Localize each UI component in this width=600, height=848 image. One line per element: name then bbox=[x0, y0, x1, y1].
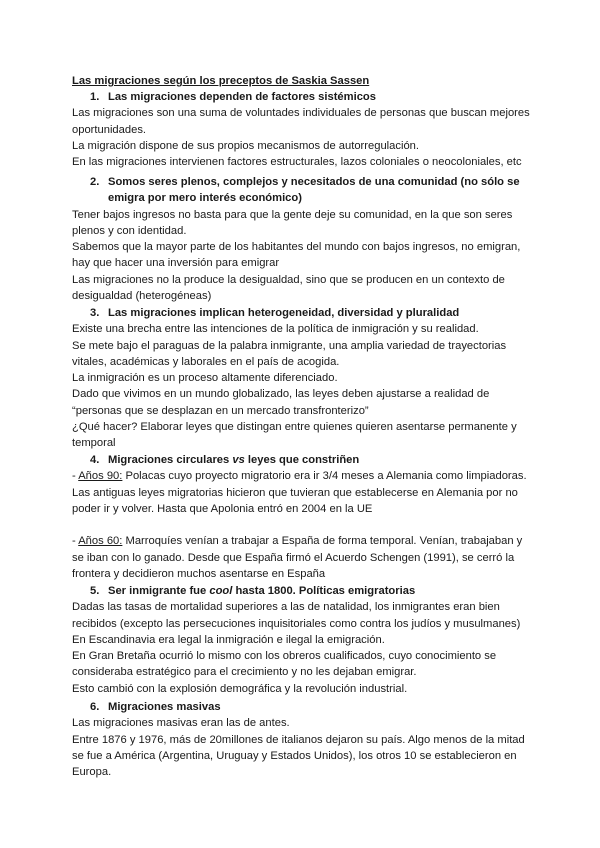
section-heading bbox=[90, 89, 532, 105]
item-dash: - bbox=[72, 470, 79, 483]
section-3 bbox=[72, 305, 532, 452]
paragraph: La inmigración es un proceso altamente diferenciado. bbox=[72, 372, 338, 385]
paragraph: Entre 1876 y 1976, más de 20millones de italianos dejaron su país. Algo menos de la mitad se fue a América (Argentina, Uruguay y Estados Unidos), los otros 10 se establecieron en Europa. bbox=[72, 733, 525, 779]
section-heading-post: hasta 1800. Políticas emigratorias bbox=[232, 585, 416, 597]
section-heading bbox=[90, 174, 532, 207]
section-heading-post: leyes que constriñen bbox=[244, 454, 360, 466]
paragraph: Esto cambió con la explosión demográfica y la revolución industrial. bbox=[72, 682, 408, 695]
paragraph: En Gran Bretaña ocurrió lo mismo con los obreros cualificados, cuyo conocimiento se consideraba estratégico para el crecimiento y no les dejaban emigrar. bbox=[72, 650, 497, 679]
item-year: Años 90: bbox=[78, 470, 123, 483]
section-5 bbox=[72, 583, 532, 697]
list-item bbox=[72, 468, 532, 517]
section-heading-text: Migraciones masivas bbox=[108, 701, 221, 713]
paragraph: Sabemos que la mayor parte de los habitantes del mundo con bajos ingresos, no emigran, hay que hacer una inversión para emigrar bbox=[72, 241, 521, 270]
item-dash: - bbox=[72, 535, 79, 548]
paragraph: Las migraciones son una suma de voluntades individuales de personas que buscan mejores oportunidades. bbox=[72, 107, 530, 136]
section-heading-text: Las migraciones dependen de factores sistémicos bbox=[108, 91, 376, 103]
section-number: 5. bbox=[90, 585, 100, 597]
item-text: Marroquíes venían a trabajar a España de forma temporal. Venían, trabajaban y se iban con lo ganado. Desde que España firmó el Acuerdo Schengen (1991), se cerró la frontera y decidieron muchos asentarse en España bbox=[72, 535, 523, 581]
paragraph: Existe una brecha entre las intenciones de la política de inmigración y su realidad. bbox=[72, 323, 479, 336]
item-year: Años 60: bbox=[78, 535, 123, 548]
section-number: 4. bbox=[90, 454, 100, 466]
section-2 bbox=[72, 174, 532, 304]
section-heading bbox=[90, 305, 532, 321]
list-item bbox=[72, 533, 532, 582]
paragraph: Tener bajos ingresos no basta para que la gente deje su comunidad, en la que son seres plenos y con identidad. bbox=[72, 208, 513, 237]
section-heading-text: Las migraciones implican heterogeneidad, diversidad y pluralidad bbox=[108, 307, 460, 319]
section-6 bbox=[72, 699, 532, 780]
paragraph: Las migraciones masivas eran las de antes. bbox=[72, 717, 290, 730]
paragraph: En Escandinavia era legal la inmigración e ilegal la emigración. bbox=[72, 633, 385, 646]
section-heading bbox=[90, 699, 532, 715]
section-1 bbox=[72, 89, 532, 170]
paragraph: ¿Qué hacer? Elaborar leyes que distingan entre quienes quieren asentarse permanente y temporal bbox=[72, 421, 517, 450]
document-title: Las migraciones según los preceptos de Saskia Sassen bbox=[72, 75, 370, 87]
section-heading-em: cool bbox=[209, 585, 233, 597]
paragraph: Dado que vivimos en un mundo globalizado, las leyes deben ajustarse a realidad de “personas que se desplazan en un mercado transfronterizo” bbox=[72, 388, 490, 417]
section-heading-text: Somos seres plenos, complejos y necesitados de una comunidad (no sólo se emigra por mero interés económico) bbox=[108, 176, 520, 205]
section-number: 3. bbox=[90, 307, 100, 319]
section-number: 6. bbox=[90, 701, 100, 713]
section-4 bbox=[72, 452, 532, 582]
paragraph: Las migraciones no la produce la desigualdad, sino que se producen en un contexto de desigualdad (heterogéneas) bbox=[72, 273, 505, 303]
section-heading bbox=[90, 452, 532, 468]
paragraph: Dadas las tasas de mortalidad superiores a las de natalidad, los inmigrantes eran bien recibidos (excepto las persecuciones inquisitoriales como contra los judíos y musulmanes) bbox=[72, 601, 521, 630]
section-heading-pre: Ser inmigrante fue bbox=[108, 585, 210, 597]
spacer bbox=[72, 517, 532, 533]
paragraph: Se mete bajo el paraguas de la palabra inmigrante, una amplia variedad de trayectorias vitales, académicas y laborales en el país de acogida. bbox=[72, 339, 507, 368]
section-heading-pre: Migraciones circulares bbox=[108, 454, 233, 466]
paragraph: La migración dispone de sus propios mecanismos de autorregulación. bbox=[72, 139, 420, 152]
section-heading-em: vs bbox=[232, 454, 245, 466]
section-heading bbox=[90, 583, 532, 599]
section-number: 2. bbox=[90, 176, 100, 188]
section-number: 1. bbox=[90, 91, 100, 103]
item-text: Polacas cuyo proyecto migratorio era ir 3/4 meses a Alemania como limpiadoras. Las antiguas leyes migratorias hicieron que tuvieran que establecerse en Alemania por no poder ir y volver. Hasta que Apolonia entró en 2004 en la UE bbox=[72, 470, 527, 515]
paragraph: En las migraciones intervienen factores estructurales, lazos coloniales o neocoloniales, etc bbox=[72, 156, 522, 169]
